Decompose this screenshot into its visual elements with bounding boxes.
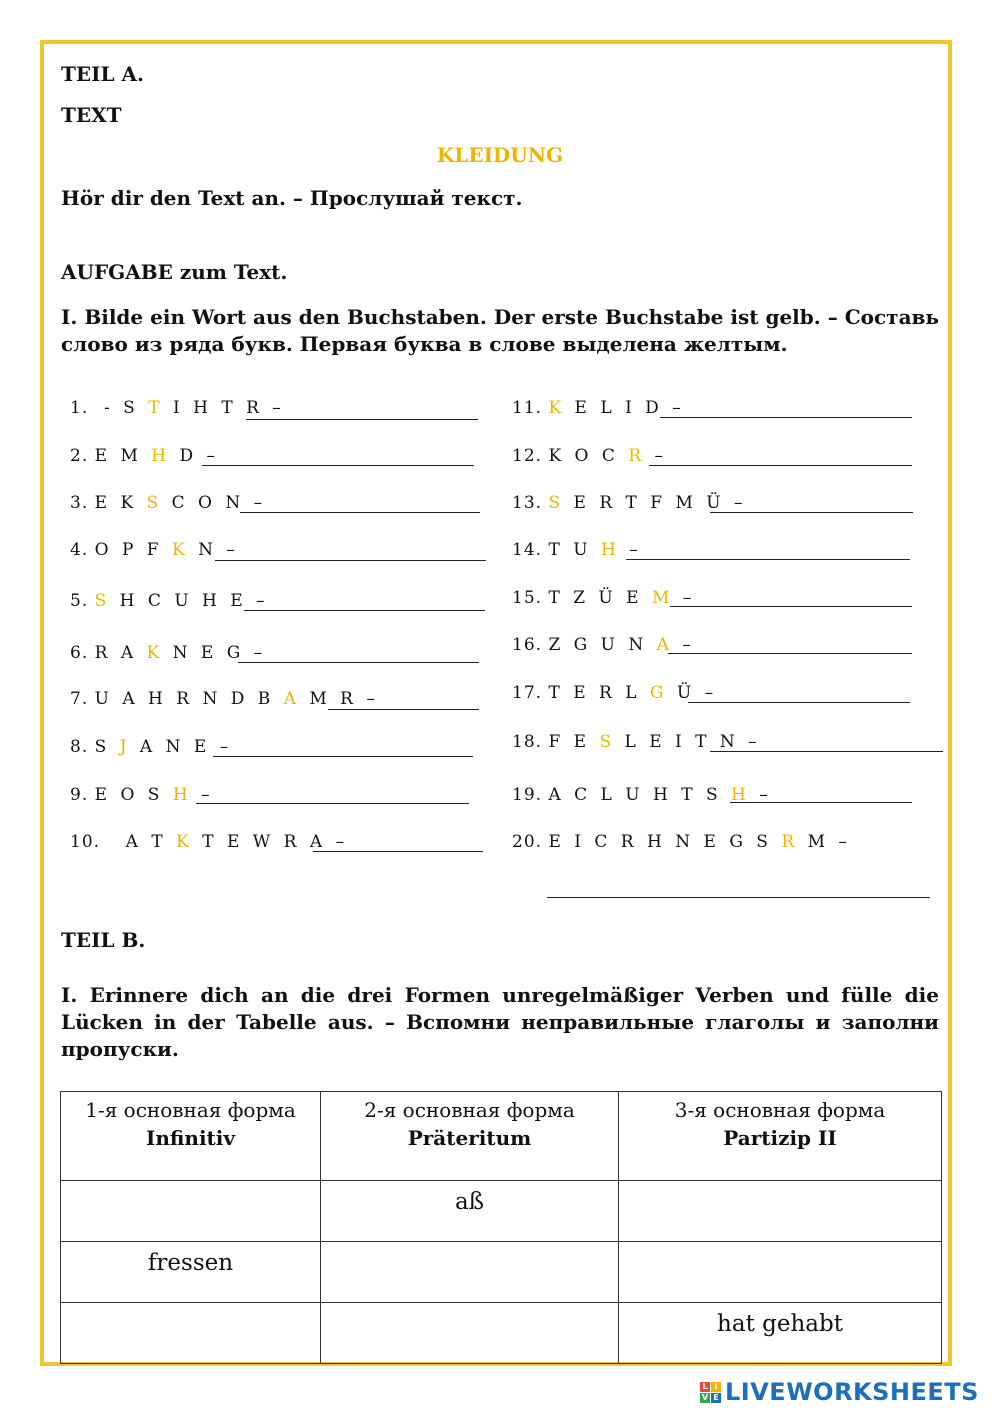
scramble-item-9	[70, 785, 214, 811]
answer-line-8[interactable]	[213, 756, 473, 757]
task-heading: AUFGABE zum Text.	[61, 260, 288, 284]
header-infinitiv-top: 1-я основная форма	[85, 1098, 296, 1122]
scramble-item-1	[70, 398, 285, 424]
scramble-item-18	[512, 732, 761, 758]
letters-after: N E G –	[163, 643, 267, 663]
first-letter-highlight: K	[548, 398, 566, 418]
answer-line-3[interactable]	[240, 512, 480, 513]
header-praeteritum-top: 2-я основная форма	[364, 1098, 575, 1122]
first-letter-highlight: K	[172, 540, 189, 560]
item-number: 12.	[512, 446, 549, 466]
scramble-item-12	[512, 446, 667, 472]
task-instruction: I. Bilde ein Wort aus den Buchstaben. Der erste Buchstabe ist gelb. – Составь слово из ряда букв. Первая буква в слове выделена желтым.	[61, 305, 939, 356]
table-cell[interactable]	[321, 1303, 619, 1364]
answer-line-10[interactable]	[313, 851, 483, 852]
answer-line-14[interactable]	[626, 559, 910, 560]
liveworksheets-logo	[700, 1377, 979, 1407]
letters-after: –	[191, 785, 214, 805]
scramble-item-5	[70, 591, 269, 617]
letters-after: M –	[798, 832, 851, 852]
first-letter-highlight: R	[628, 446, 646, 466]
table-row	[61, 1181, 942, 1242]
answer-line-9[interactable]	[196, 803, 469, 804]
first-letter-highlight: S	[548, 493, 565, 513]
answer-line-15[interactable]	[670, 606, 912, 607]
item-number: 8.	[70, 737, 95, 757]
answer-line-18[interactable]	[710, 751, 943, 752]
first-letter-highlight: A	[283, 689, 300, 709]
first-letter-highlight: R	[781, 832, 799, 852]
scramble-item-15	[512, 588, 695, 614]
first-letter-highlight: H	[600, 540, 620, 560]
item-number: 15.	[512, 588, 549, 608]
letters-before: E M	[94, 446, 152, 466]
letters-after: D –	[170, 446, 220, 466]
letters-before: T Z Ü E	[548, 588, 652, 608]
first-letter-highlight: S	[94, 591, 111, 611]
answer-line-11[interactable]	[660, 417, 912, 418]
table-cell[interactable]	[61, 1181, 321, 1242]
item-number: 19.	[512, 785, 549, 805]
letters-after: –	[619, 540, 642, 560]
table-cell[interactable]	[619, 1181, 942, 1242]
item-number: 4.	[70, 540, 95, 560]
scramble-item-16	[512, 635, 695, 661]
answer-line-1[interactable]	[246, 419, 478, 420]
table-row	[61, 1242, 942, 1303]
letters-before: - S	[94, 398, 149, 418]
answer-line-19[interactable]	[730, 802, 912, 803]
answer-line-5[interactable]	[244, 610, 485, 611]
first-letter-highlight: K	[176, 832, 193, 852]
letters-after: –	[673, 588, 696, 608]
scramble-item-10	[70, 832, 348, 858]
first-letter-highlight: H	[172, 785, 192, 805]
letters-after: –	[645, 446, 668, 466]
table-row	[61, 1303, 942, 1364]
letters-before: A T	[125, 832, 177, 852]
first-letter-highlight: H	[151, 446, 171, 466]
scramble-item-7	[70, 689, 379, 715]
item-number: 5.	[70, 591, 95, 611]
header-praeteritum	[321, 1092, 619, 1181]
scramble-item-20	[512, 832, 851, 858]
table-header-row	[61, 1092, 942, 1181]
scramble-item-8	[70, 737, 232, 763]
item-number: 9.	[70, 785, 95, 805]
letters-after: E L I D –	[565, 398, 685, 418]
item-number: 2.	[70, 446, 95, 466]
letters-before: T U	[548, 540, 601, 560]
answer-line-20[interactable]	[547, 897, 930, 898]
teil-b-instruction: I. Erinnere dich an die drei Formen unregelmäßiger Verben und fülle die Lücken in der Tabelle aus. – Вспомни неправильные глаголы и заполни пропуски.	[61, 983, 939, 1061]
item-number: 10.	[70, 832, 126, 852]
first-letter-highlight: K	[146, 643, 164, 663]
item-number: 13.	[512, 493, 549, 513]
header-praeteritum-bottom: Präteritum	[407, 1126, 532, 1150]
letters-after: I H T R –	[163, 398, 285, 418]
table-cell[interactable]	[619, 1242, 942, 1303]
item-number: 20.	[512, 832, 549, 852]
table-cell[interactable]	[321, 1242, 619, 1303]
letters-before: F E	[548, 732, 600, 752]
first-letter-highlight: M	[651, 588, 674, 608]
item-number: 7.	[70, 689, 95, 709]
header-partizip-bottom: Partizip II	[723, 1126, 837, 1150]
scramble-item-17	[512, 683, 717, 709]
item-number: 11.	[512, 398, 549, 418]
letters-before: S	[94, 737, 120, 757]
item-number: 14.	[512, 540, 549, 560]
header-infinitiv-bottom: Infinitiv	[145, 1126, 236, 1150]
letters-after: –	[749, 785, 772, 805]
answer-line-16[interactable]	[668, 653, 912, 654]
header-partizip-top: 3-я основная форма	[674, 1098, 886, 1122]
letters-after: H C U H E –	[110, 591, 269, 611]
letters-after: Ü –	[667, 683, 718, 703]
scramble-item-2	[70, 446, 219, 472]
logo-text: LIVEWORKSHEETS	[725, 1378, 979, 1406]
header-partizip	[619, 1092, 942, 1181]
table-cell: fressen	[61, 1242, 321, 1303]
letters-before: O P F	[94, 540, 173, 560]
letters-before: Z G U N	[548, 635, 657, 655]
scramble-item-14	[512, 540, 642, 566]
letters-before: A C L U H T S	[548, 785, 731, 805]
letters-before: K O C	[548, 446, 629, 466]
answer-line-7[interactable]	[328, 709, 479, 710]
scramble-item-6	[70, 643, 266, 669]
scramble-item-11	[512, 398, 685, 424]
first-letter-highlight: S	[146, 493, 163, 513]
table-cell: hat gehabt	[619, 1303, 942, 1364]
page-title: KLEIDUNG	[436, 143, 564, 167]
first-letter-highlight: T	[148, 398, 164, 418]
first-letter-highlight: H	[731, 785, 750, 805]
logo-badge-icon: L I V E	[700, 1382, 721, 1403]
answer-line-17[interactable]	[688, 702, 910, 703]
scramble-item-19	[512, 785, 772, 811]
letters-after: E R T F M Ü –	[564, 493, 747, 513]
letters-before: E O S	[94, 785, 173, 805]
scramble-item-3	[70, 493, 266, 519]
letters-after: N –	[188, 540, 239, 560]
item-number: 6.	[70, 643, 95, 663]
answer-line-13[interactable]	[710, 512, 913, 513]
letters-after: C O N –	[162, 493, 267, 513]
item-number: 3.	[70, 493, 95, 513]
letters-before: T E R L	[548, 683, 650, 703]
teil-a-label: TEIL A.	[61, 62, 144, 86]
answer-line-4[interactable]	[215, 560, 486, 561]
letters-before: E K	[94, 493, 147, 513]
letters-after: –	[672, 635, 695, 655]
first-letter-highlight: A	[656, 635, 673, 655]
letters-after: L E I T N –	[615, 732, 761, 752]
first-letter-highlight: S	[599, 732, 616, 752]
item-number: 18.	[512, 732, 549, 752]
letters-before: U A H R N D B	[94, 689, 284, 709]
letters-before: E I C R H N E G S	[548, 832, 782, 852]
teil-b-label: TEIL B.	[61, 928, 146, 952]
letters-after: A N E –	[130, 737, 233, 757]
item-number: 1.	[70, 398, 95, 418]
first-letter-highlight: G	[649, 683, 668, 703]
listen-instruction: Hör dir den Text an. – Прослушай текст.	[61, 186, 523, 210]
letters-before: R A	[94, 643, 147, 663]
letters-after: M R –	[299, 689, 379, 709]
table-cell: aß	[321, 1181, 619, 1242]
table-cell[interactable]	[61, 1303, 321, 1364]
header-infinitiv	[61, 1092, 321, 1181]
answer-line-12[interactable]	[649, 465, 912, 466]
item-number: 16.	[512, 635, 549, 655]
item-number: 17.	[512, 683, 549, 703]
first-letter-highlight: J	[119, 737, 131, 757]
scramble-item-4	[70, 540, 239, 566]
answer-line-2[interactable]	[202, 465, 474, 466]
scramble-item-13	[512, 493, 747, 519]
verb-forms-table	[60, 1091, 942, 1364]
letters-after: T E W R A –	[192, 832, 349, 852]
text-label: TEXT	[61, 103, 122, 127]
answer-line-6[interactable]	[238, 662, 479, 663]
